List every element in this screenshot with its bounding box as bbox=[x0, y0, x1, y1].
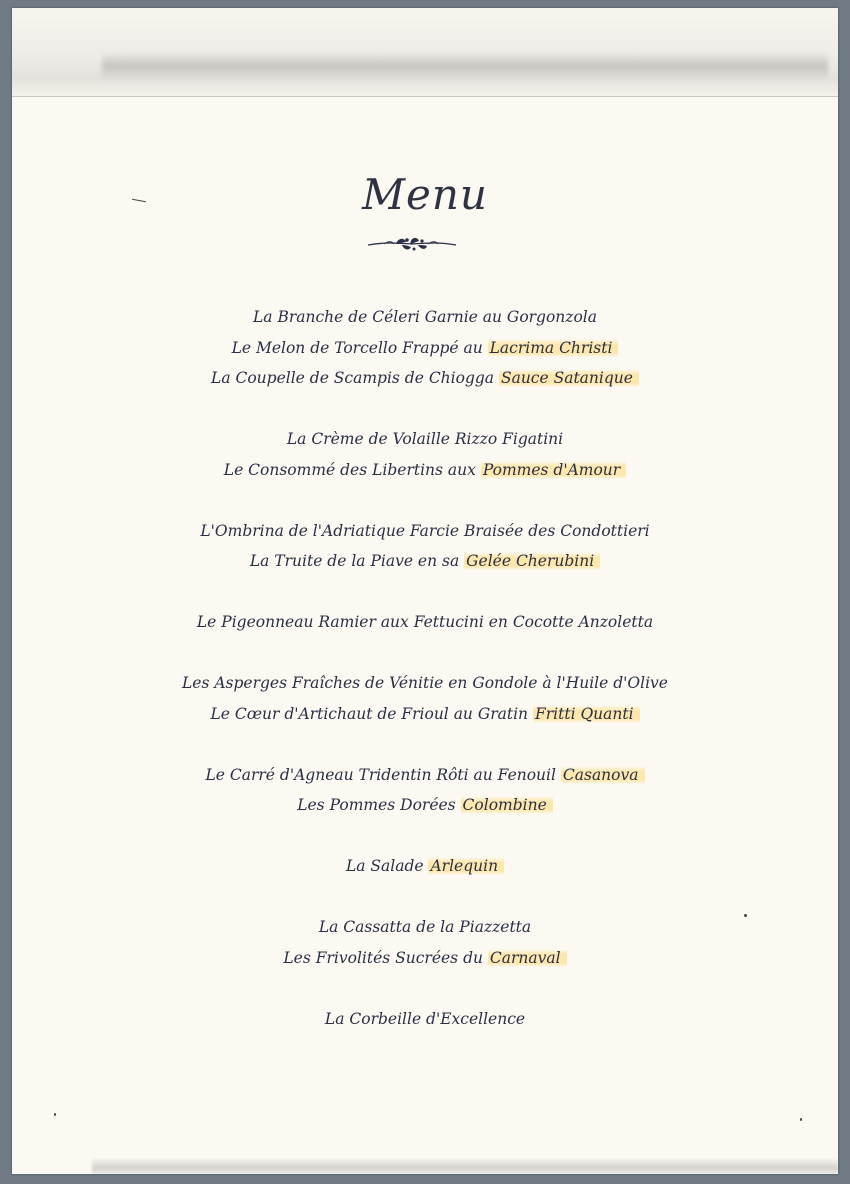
menu-course bbox=[12, 851, 838, 882]
menu-course bbox=[12, 668, 838, 729]
scan-shadow bbox=[102, 52, 828, 80]
menu-item bbox=[12, 943, 838, 974]
menu-course bbox=[12, 302, 838, 394]
menu-item-text: La Corbeille d'Excellence bbox=[324, 1009, 526, 1028]
highlighted-text: Casanova bbox=[561, 766, 645, 784]
menu-title: Menu bbox=[362, 170, 488, 219]
menu-item bbox=[12, 363, 838, 394]
menu-card bbox=[12, 8, 838, 1174]
menu-item-text: La Crème de Volaille Rizzo Figatini bbox=[286, 430, 564, 448]
menu-course bbox=[12, 607, 838, 638]
menu-item-text: Le Cœur d'Artichaut de Frioul au Gratin bbox=[210, 704, 533, 723]
course-spacer bbox=[12, 973, 838, 1004]
ink-speck bbox=[800, 1118, 802, 1121]
menu-course bbox=[12, 516, 838, 577]
menu-item bbox=[12, 516, 838, 547]
highlighted-text: Fritti Quanti bbox=[533, 705, 640, 723]
highlighted-text: Lacrima Christi bbox=[488, 339, 619, 357]
menu-item-text: La Salade bbox=[345, 857, 429, 875]
menu-course bbox=[12, 912, 838, 973]
course-spacer bbox=[12, 485, 838, 516]
menu-course bbox=[12, 760, 838, 821]
menu-item bbox=[12, 302, 838, 333]
menu-item-text: L'Ombrina de l'Adriatique Farcie Braisée des Condottieri bbox=[200, 521, 650, 540]
highlighted-text: Arlequin bbox=[428, 857, 504, 875]
ink-speck bbox=[54, 1113, 56, 1116]
menu-item bbox=[12, 668, 838, 699]
menu-item bbox=[12, 607, 838, 638]
menu-course-list bbox=[12, 302, 838, 1034]
menu-course bbox=[12, 1004, 838, 1035]
menu-item-text: La Truite de la Piave en sa bbox=[249, 552, 465, 570]
menu-item bbox=[12, 1004, 838, 1035]
menu-item bbox=[12, 699, 838, 730]
menu-item-text: Le Melon de Torcello Frappé au bbox=[231, 338, 488, 357]
menu-item-text: Le Carré d'Agneau Tridentin Rôti au Fenouil bbox=[205, 765, 561, 784]
menu-item bbox=[12, 333, 838, 364]
menu-item-text: Le Consommé des Libertins aux bbox=[223, 460, 481, 479]
menu-item bbox=[12, 546, 838, 577]
highlighted-text: Colombine bbox=[461, 796, 553, 814]
menu-item-text: Le Pigeonneau Ramier aux Fettucini en Cocotte Anzoletta bbox=[196, 613, 654, 631]
menu-item-text: La Cassatta de la Piazzetta bbox=[318, 918, 532, 936]
menu-item bbox=[12, 760, 838, 791]
highlighted-text: Pommes d'Amour bbox=[481, 461, 626, 479]
highlighted-text: Gelée Cherubini bbox=[464, 552, 600, 570]
floral-vine-ornament-icon bbox=[366, 234, 458, 254]
menu-item-text: La Branche de Céleri Garnie au Gorgonzola bbox=[252, 308, 597, 326]
menu-course bbox=[12, 424, 838, 485]
scan-shadow-bottom bbox=[92, 1158, 838, 1174]
highlighted-text: Carnaval bbox=[488, 949, 567, 967]
course-spacer bbox=[12, 638, 838, 669]
course-spacer bbox=[12, 394, 838, 425]
course-spacer bbox=[12, 882, 838, 913]
folded-top-edge bbox=[12, 8, 838, 97]
menu-item bbox=[12, 790, 838, 821]
menu-item bbox=[12, 851, 838, 882]
course-spacer bbox=[12, 577, 838, 608]
course-spacer bbox=[12, 729, 838, 760]
ink-speck bbox=[744, 914, 747, 917]
menu-item bbox=[12, 455, 838, 486]
menu-item bbox=[12, 424, 838, 455]
menu-item-text: Les Asperges Fraîches de Vénitie en Gondole à l'Huile d'Olive bbox=[182, 674, 668, 692]
course-spacer bbox=[12, 821, 838, 852]
menu-item-text: Les Frivolités Sucrées du bbox=[283, 948, 488, 967]
highlighted-text: Sauce Satanique bbox=[499, 369, 639, 387]
menu-item bbox=[12, 912, 838, 943]
menu-item-text: La Coupelle de Scampis de Chiogga bbox=[211, 369, 499, 387]
menu-item-text: Les Pommes Dorées bbox=[297, 796, 461, 814]
